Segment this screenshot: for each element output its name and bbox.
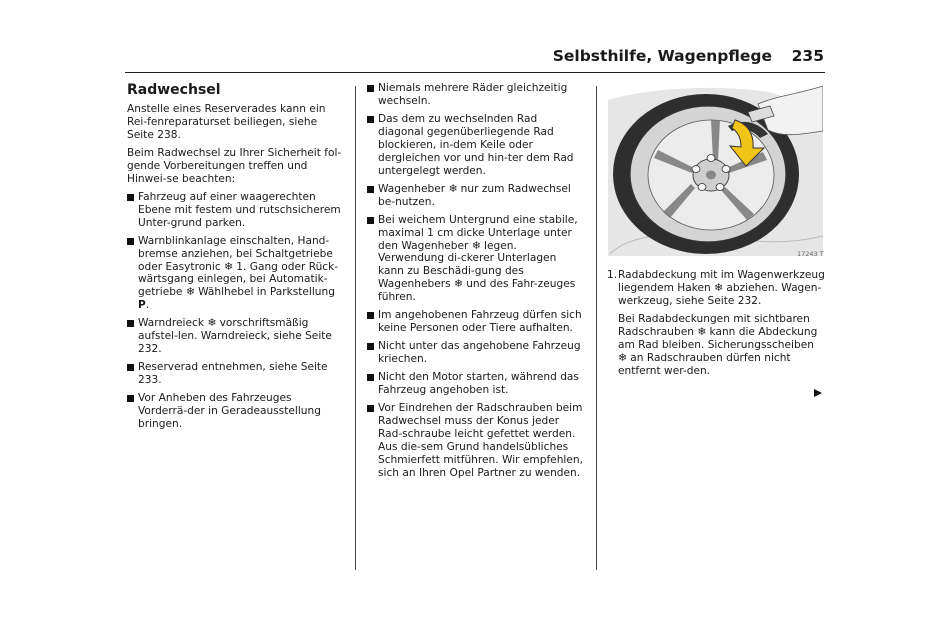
wheel-cover-illustration	[608, 86, 823, 256]
bullet-square-icon	[367, 374, 374, 381]
list-item-text: Nicht unter das angehobene Fahrzeug kriechen.	[378, 340, 581, 366]
bullet-square-icon	[367, 312, 374, 319]
figure-number: 17243 T	[797, 250, 824, 258]
list-item-text: Im angehobenen Fahrzeug dürfen sich keine Personen oder Tiere aufhalten.	[378, 309, 582, 335]
list-item	[367, 214, 584, 304]
bullet-square-icon	[127, 238, 134, 245]
bullet-square-icon	[367, 343, 374, 350]
list-item	[367, 371, 584, 397]
column-divider	[596, 86, 597, 570]
bullet-square-icon	[367, 116, 374, 123]
list-item-text: Warndreieck ❄ vorschriftsmäßig aufstel-len. Warndreieck, siehe Seite 232.	[138, 317, 332, 356]
list-item-text: Vor Anheben des Fahrzeuges Vorderrä-der in Geradeausstellung bringen.	[138, 392, 321, 431]
list-item-text: Reserverad entnehmen, siehe Seite 233.	[138, 361, 328, 387]
list-item-text: Vor Eindrehen der Radschrauben beim Radwechsel muss der Konus jeder Rad-schraube leicht gefettet werden. Aus die-sem Grund handelsübliches Schmierfett mitführen. Wir empfehlen, sich an Ihren Opel Partner zu wenden.	[378, 402, 583, 479]
continue-arrow-icon	[814, 389, 822, 397]
bullet-square-icon	[127, 395, 134, 402]
step-number: 1.	[607, 269, 618, 281]
bullet-square-icon	[367, 217, 374, 224]
list-item	[367, 402, 584, 479]
column-right	[607, 269, 825, 383]
list-item	[127, 191, 344, 230]
park-position-label: P	[138, 299, 146, 312]
bullet-square-icon	[127, 364, 134, 371]
list-item-text: Fahrzeug auf einer waagerechten Ebene mit festem und rutschsicherem Unter-grund parken.	[138, 190, 341, 229]
section-title: Radwechsel	[127, 82, 221, 98]
list-item-text: Warnblinkanlage einschalten, Hand-bremse anziehen, bei Schaltgetriebe oder Easytronic ❄ 1. Gang oder Rück-wärtsgang einlegen, bei Automatik-getriebe ❄ Wählhebel in Parkstellung	[138, 234, 339, 299]
list-item-text: Nicht den Motor starten, während das Fahrzeug angehoben ist.	[378, 371, 579, 397]
list-item	[367, 183, 584, 209]
list-item	[367, 113, 584, 178]
list-item-text: Niemals mehrere Räder gleichzeitig wechseln.	[378, 82, 568, 107]
list-item-text: Das dem zu wechselnden Rad diagonal gegenüberliegende Rad blockieren, in-dem Keile oder dergleichen vor und hin-ter dem Rad untergelegt werden.	[378, 113, 574, 177]
list-item	[367, 82, 584, 108]
bullet-square-icon	[367, 85, 374, 92]
bullet-square-icon	[127, 320, 134, 327]
page-header-title: Selbsthilfe, Wagenpflege	[552, 47, 772, 65]
list-item	[367, 309, 584, 335]
list-item-text: Wagenheber ❄ nur zum Radwechsel be-nutzen.	[378, 182, 571, 208]
bullet-square-icon	[127, 194, 134, 201]
intro-paragraph: Anstelle eines Reserverades kann ein Rei-fenreparaturset beiliegen, siehe Seite 238.	[127, 103, 326, 141]
numbered-step	[607, 269, 825, 308]
list-item	[367, 340, 584, 366]
list-item-text: Bei weichem Untergrund eine stabile, maximal 1 cm dicke Unterlage unter den Wagenheber ❄ legen. Verwendung di-ckerer Unterlagen kann zu Beschädi-gung des Wagenhebers ❄ und des Fahr-zeuges führen.	[378, 213, 578, 304]
list-item	[127, 392, 344, 431]
column-left	[127, 82, 344, 436]
step-note: Bei Radabdeckungen mit sichtbaren Radschrauben ❄ kann die Abdeckung am Rad bleiben. Sicherungsscheiben ❄ an Radschrauben dürfen nicht entfernt wer-den.	[618, 312, 818, 377]
bullet-square-icon	[367, 186, 374, 193]
column-middle	[367, 82, 584, 485]
preparation-paragraph: Beim Radwechsel zu Ihrer Sicherheit fol-gende Vorbereitungen treffen und Hinwei-se beachten:	[127, 146, 342, 185]
list-item	[127, 317, 344, 356]
column-divider	[355, 86, 356, 570]
step-text: Radabdeckung mit im Wagenwerkzeug liegendem Haken ❄ abziehen. Wagen-werkzeug, siehe Seite 232.	[618, 269, 825, 307]
list-item: Warnblinkanlage einschalten, Hand-bremse anziehen, bei Schaltgetriebe oder Easytronic ❄ 1. Gang oder Rück-wärtsgang einlegen, bei Automatik-getriebe ❄ Wählhebel in Parkstellung P.	[127, 235, 344, 312]
page-number: 235	[791, 47, 824, 65]
bullet-square-icon	[367, 405, 374, 412]
list-item	[127, 361, 344, 387]
header-rule	[125, 72, 825, 73]
